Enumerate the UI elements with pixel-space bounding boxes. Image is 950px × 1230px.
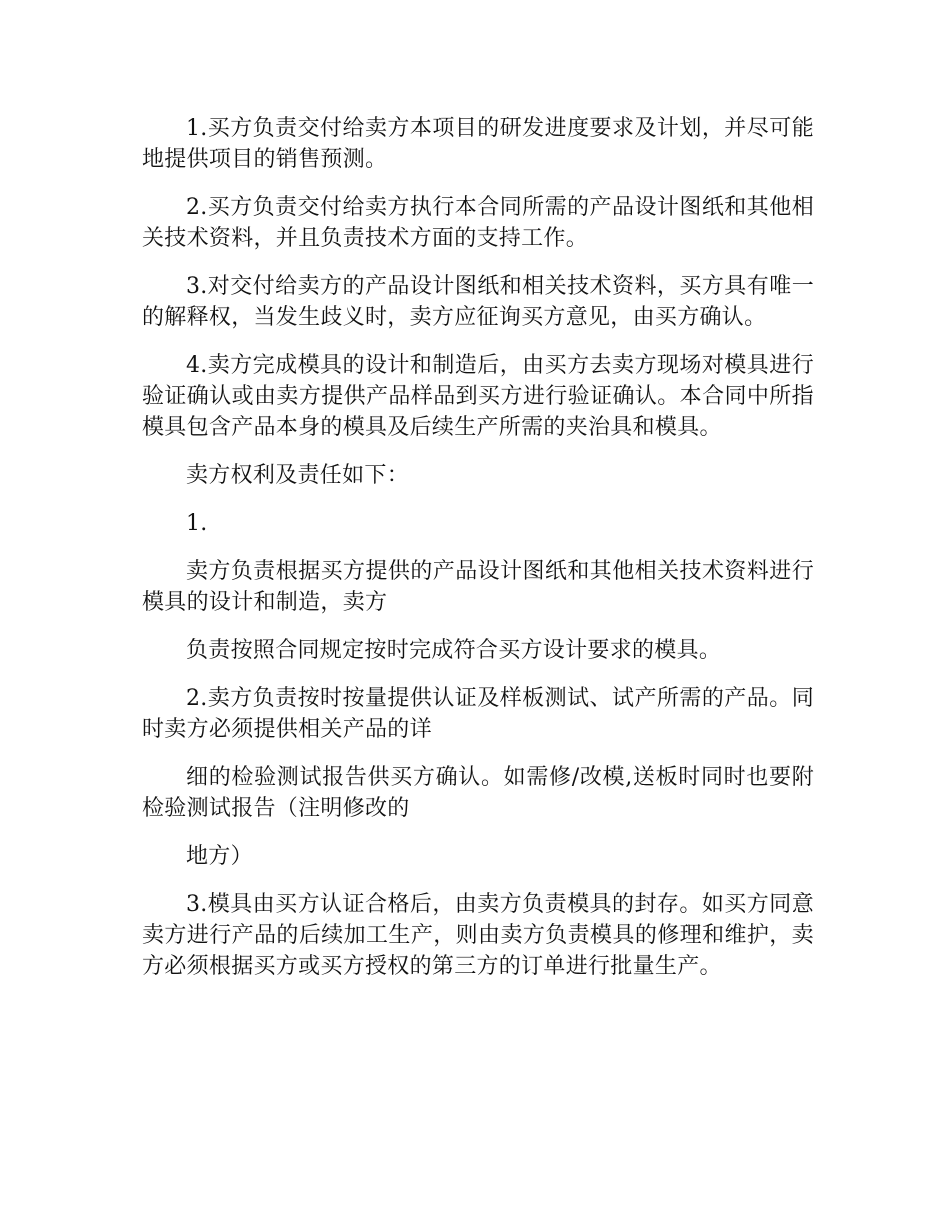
paragraph-buyer-duty-3: 3.对交付给卖方的产品设计图纸和相关技术资料，买方具有唯一的解释权，当发生歧义时，卖方应征询买方意见，由买方确认。	[142, 274, 814, 330]
paragraph-seller-duty-1b: 负责按照合同规定按时完成符合买方设计要求的模具。	[186, 638, 722, 663]
section-heading-seller-rights: 卖方权利及责任如下：	[186, 463, 410, 488]
paragraph-buyer-duty-1: 1.买方负责交付给卖方本项目的研发进度要求及计划，并尽可能地提供项目的销售预测。	[142, 116, 814, 172]
document-body	[142, 113, 814, 999]
paragraph-buyer-duty-2: 2.买方负责交付给卖方执行本合同所需的产品设计图纸和其他相关技术资料，并且负责技术方面的支持工作。	[142, 195, 814, 251]
paragraph-buyer-duty-4: 4.卖方完成模具的设计和制造后，由买方去卖方现场对模具进行验证确认或由卖方提供产品样品到买方进行验证确认。本合同中所指模具包含产品本身的模具及后续生产所需的夹治具和模具。	[142, 353, 814, 440]
paragraph-seller-item-number-1: 1.	[186, 511, 208, 536]
paragraph-seller-duty-2a: 2.卖方负责按时按量提供认证及样板测试、试产所需的产品。同时卖方必须提供相关产品的详	[142, 686, 814, 742]
paragraph-seller-duty-1a: 卖方负责根据买方提供的产品设计图纸和其他相关技术资料进行模具的设计和制造，卖方	[142, 559, 814, 615]
paragraph-seller-duty-2b: 细的检验测试报告供买方确认。如需修/改模,送板时同时也要附检验测试报告（注明修改的	[142, 765, 814, 821]
paragraph-seller-duty-2c: 地方）	[186, 844, 253, 869]
paragraph-seller-duty-3: 3.模具由买方认证合格后，由卖方负责模具的封存。如买方同意卖方进行产品的后续加工生产，则由卖方负责模具的修理和维护，卖方必须根据买方或买方授权的第三方的订单进行批量生产。	[142, 892, 814, 979]
